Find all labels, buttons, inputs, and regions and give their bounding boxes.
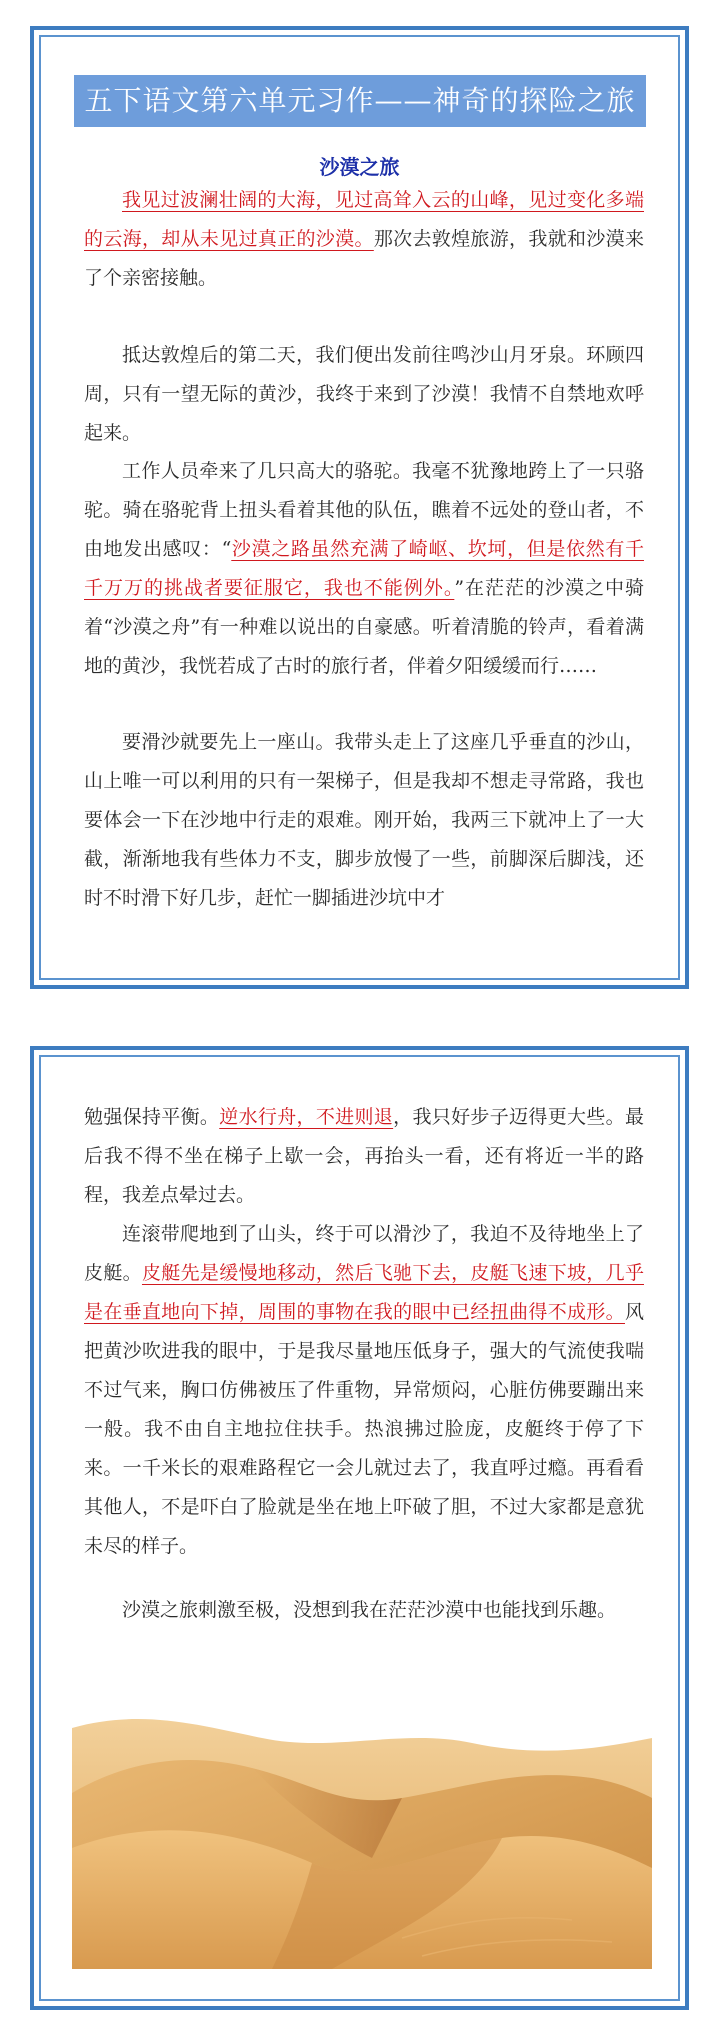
highlight-phrase: 逆水行舟，不进则退 (219, 1106, 394, 1128)
highlight-sentence: 沙漠之路虽然充满了崎岖、坎坷，但是依然有千千万万的挑战者要征服它，我也不能例外。 (84, 538, 644, 599)
highlight-sentence: 皮艇先是缓慢地移动，然后飞驰下去，皮艇飞速下坡，几乎是在垂直地向下掉，周围的事物在我的眼中已经扭曲得不成形。 (84, 1262, 644, 1323)
paragraph-text: 风把黄沙吹进我的眼中，于是我尽量地压低身子，强大的气流使我喘不过气来，胸口仿佛被压了件重物，异常烦闷，心脏仿佛要蹦出来一般。我不由自主地拉住扶手。热浪拂过脸庞，皮艇终于停了下来。一千米长的艰难路程它一会儿就过去了，我直呼过瘾。再看看其他人，不是吓白了脸就是坐在地上吓破了胆，不过大家都是意犹未尽的样子。 (84, 1301, 644, 1557)
page-card-1 (30, 26, 689, 989)
page-card-2 (30, 1046, 689, 2010)
paragraph-1 (84, 181, 644, 298)
paragraph-6 (84, 1215, 644, 1566)
paragraph-text: ，我只好步子迈得更大些。最后我不得不坐在梯子上歇一会，再抬头一看，还有将近一半的路程，我差点晕过去。 (84, 1106, 644, 1206)
paragraph-3 (84, 452, 644, 686)
essay-subtitle: 沙漠之旅 (319, 155, 400, 179)
paragraph-text: 那次去敦煌旅游，我就和沙漠来了个亲密接触。 (84, 228, 644, 289)
paragraph-text: ”在茫茫的沙漠之中骑着“沙漠之舟”有一种难以说出的自豪感。听着清脆的铃声，看着满地的黄沙，我恍若成了古时的旅行者，伴着夕阳缓缓而行…… (84, 577, 644, 677)
desert-dunes-icon (72, 1698, 652, 1969)
paragraph-text: 勉强保持平衡。 (84, 1106, 220, 1128)
paragraph-7: 沙漠之旅刺激至极，没想到我在茫茫沙漠中也能找到乐趣。 (122, 1599, 617, 1621)
title-banner: 五下语文第六单元习作——神奇的探险之旅 (74, 75, 646, 127)
desert-dunes-photo (72, 1698, 652, 1969)
highlight-sentence: 我见过波澜壮阔的大海，见过高耸入云的山峰，见过变化多端的云海，却从未见过真正的沙漠。 (84, 189, 644, 250)
paragraph-2: 抵达敦煌后的第二天，我们便出发前往鸣沙山月牙泉。环顾四周，只有一望无际的黄沙，我终于来到了沙漠！我情不自禁地欢呼起来。 (84, 344, 644, 444)
paragraph-text: 连滚带爬地到了山头，终于可以滑沙了，我迫不及待地坐上了皮艇。 (84, 1223, 644, 1284)
paragraph-text: 工作人员牵来了几只高大的骆驼。我毫不犹豫地跨上了一只骆驼。骑在骆驼背上扭头看着其他的队伍，瞧着不远处的登山者，不由地发出感叹：“ (84, 460, 644, 560)
paragraph-4: 要滑沙就要先上一座山。我带头走上了这座几乎垂直的沙山，山上唯一可以利用的只有一架梯子，但是我却不想走寻常路，我也要体会一下在沙地中行走的艰难。刚开始，我两三下就冲上了一大截，渐渐地我有些体力不支，脚步放慢了一些，前脚深后脚浅，还时不时滑下好几步，赶忙一脚插进沙坑中才 (84, 731, 644, 909)
paragraph-5 (84, 1098, 644, 1215)
